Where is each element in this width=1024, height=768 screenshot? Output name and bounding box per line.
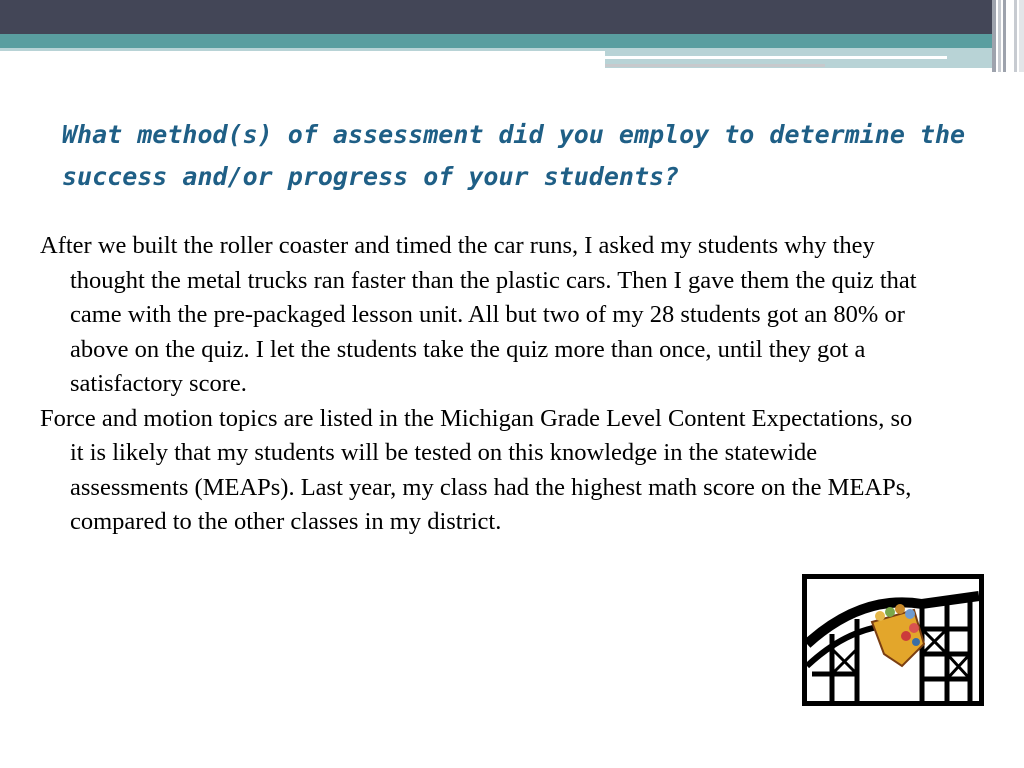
roller-coaster-clipart [802, 574, 984, 706]
banner-dark-bar [0, 0, 992, 34]
banner-teal-bar [0, 34, 992, 48]
header-banner [0, 0, 1024, 72]
banner-white-line [605, 56, 947, 59]
banner-vertical-stripes [992, 0, 1024, 72]
banner-light-line [0, 48, 605, 51]
slide-body [40, 229, 920, 540]
banner-grey-line [605, 64, 825, 67]
paragraph-assessment: After we built the roller coaster and timed the car runs, I asked my students why they thought the metal trucks ran faster than the plastic cars. Then I gave them the quiz that came with the pre-packaged lesson unit. All but two of my 28 students got an 80% or above on the quiz. I let the students take the quiz more than once, until they got a satisfactory score. [40, 232, 917, 397]
slide-title: What method(s) of assessment did you employ to determine the success and/or progress of your students? [62, 120, 966, 191]
paragraph-standards: Force and motion topics are listed in the Michigan Grade Level Content Expectations, so it is likely that my students will be tested on this knowledge in the statewide assessments (MEAPs). Last year, my class had the highest math score on the MEAPs, compared to the other classes in my district. [40, 404, 913, 535]
